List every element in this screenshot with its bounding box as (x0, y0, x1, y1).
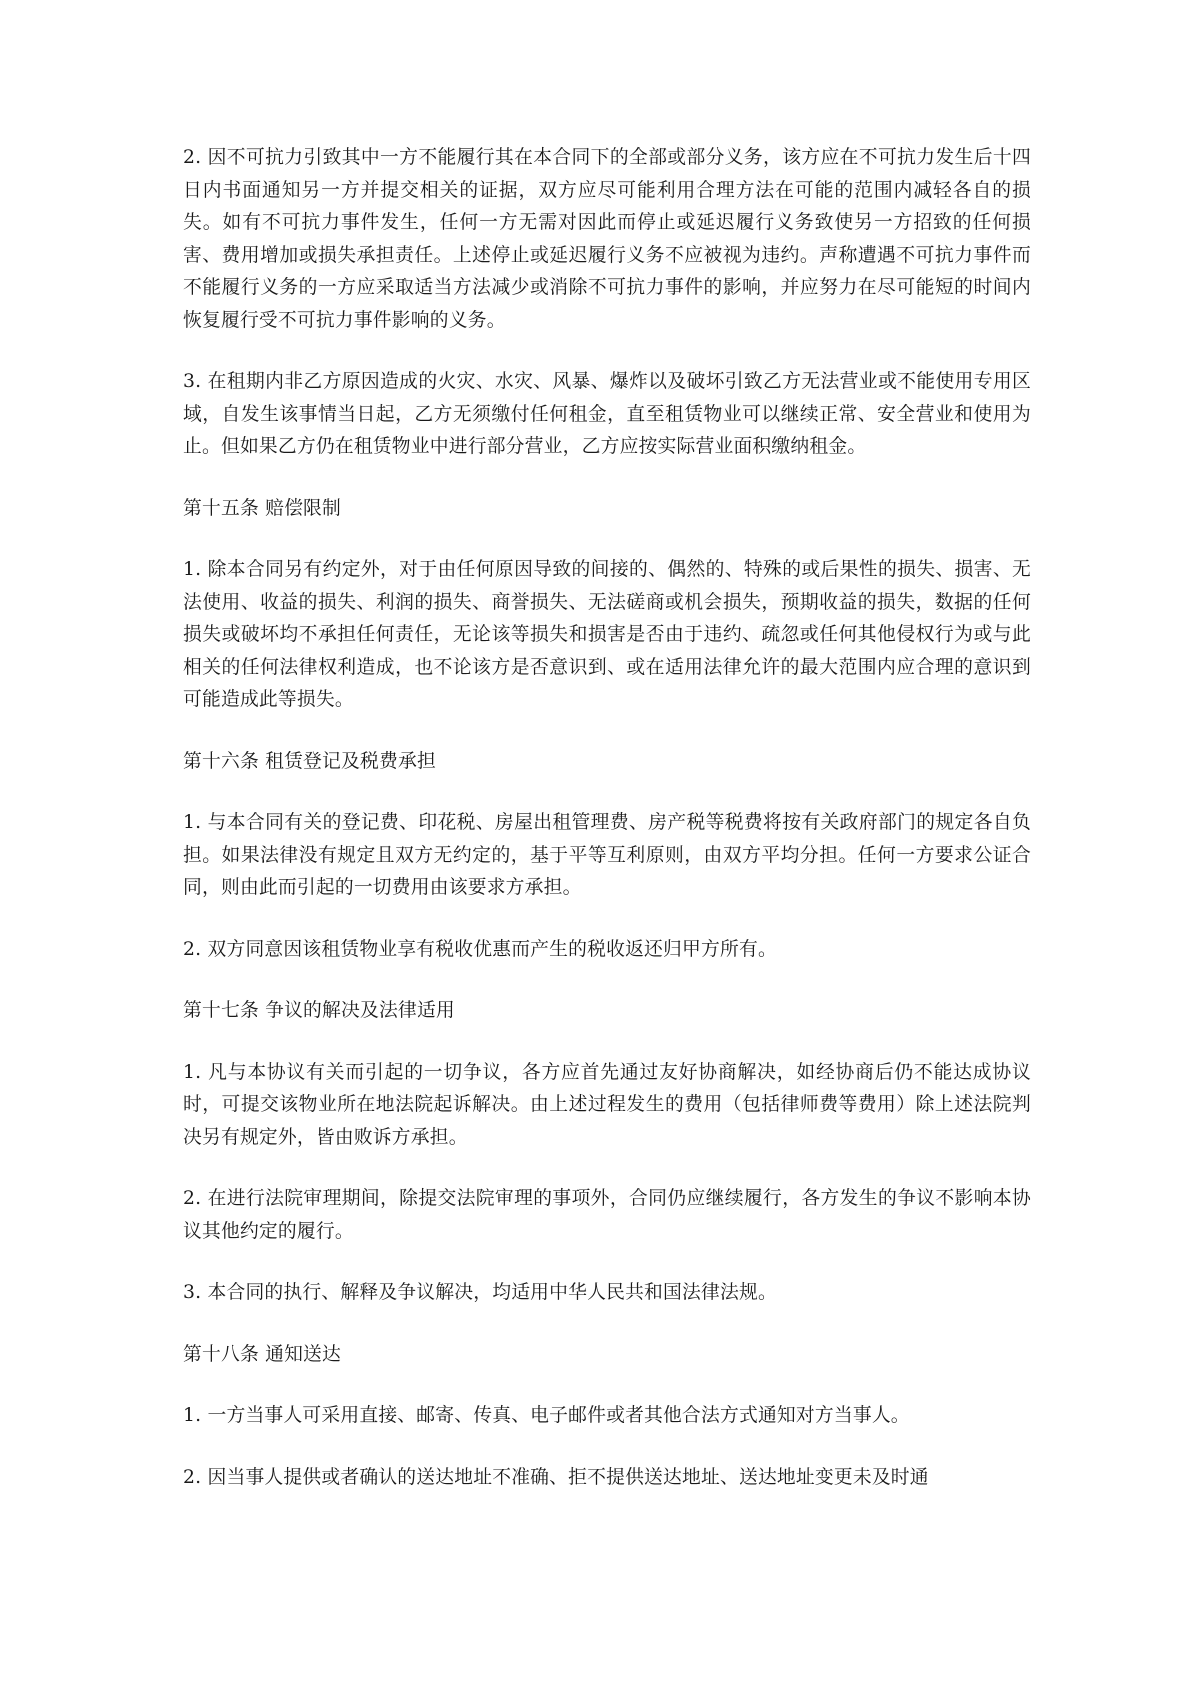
clause-paragraph: 1. 凡与本协议有关而引起的一切争议，各方应首先通过友好协商解决，如经协商后仍不能达成协议时，可提交该物业所在地法院起诉解决。由上述过程发生的费用（包括律师费等费用）除上述法院判决另有规定外，皆由败诉方承担。 (183, 1061, 1031, 1148)
clause-paragraph: 2. 因不可抗力引致其中一方不能履行其在本合同下的全部或部分义务，该方应在不可抗力发生后十四日内书面通知另一方并提交相关的证据，双方应尽可能利用合理方法在可能的范围内减轻各自的损失。如有不可抗力事件发生，任何一方无需对因此而停止或延迟履行义务致使另一方招致的任何损害、费用增加或损失承担责任。上述停止或延迟履行义务不应被视为违约。声称遭遇不可抗力事件而不能履行义务的一方应采取适当方法减少或消除不可抗力事件的影响，并应努力在尽可能短的时间内恢复履行受不可抗力事件影响的义务。 (183, 147, 1031, 331)
clause-paragraph: 1. 一方当事人可采用直接、邮寄、传真、电子邮件或者其他合法方式通知对方当事人。 (183, 1405, 910, 1426)
article-heading: 第十六条 租赁登记及税费承担 (183, 750, 436, 772)
article-heading: 第十八条 通知送达 (183, 1343, 342, 1365)
clause-paragraph: 2. 因当事人提供或者确认的送达地址不准确、拒不提供送达地址、送达地址变更未及时通 (183, 1466, 929, 1488)
article-heading: 第十五条 赔偿限制 (183, 497, 342, 519)
clause-paragraph: 1. 与本合同有关的登记费、印花税、房屋出租管理费、房产税等税费将按有关政府部门的规定各自负担。如果法律没有规定且双方无约定的，基于平等互利原则，由双方平均分担。任何一方要求公证合同，则由此而引起的一切费用由该要求方承担。 (183, 812, 1031, 898)
clause-paragraph: 3. 本合同的执行、解释及争议解决，均适用中华人民共和国法律法规。 (183, 1282, 777, 1303)
clause-paragraph: 3. 在租期内非乙方原因造成的火灾、水灾、风暴、爆炸以及破坏引致乙方无法营业或不能使用专用区域，自发生该事情当日起，乙方无须缴付任何租金，直至租赁物业可以继续正常、安全营业和使用为止。但如果乙方仍在租赁物业中进行部分营业，乙方应按实际营业面积缴纳租金。 (183, 371, 1031, 457)
clause-paragraph: 1. 除本合同另有约定外，对于由任何原因导致的间接的、偶然的、特殊的或后果性的损失、损害、无法使用、收益的损失、利润的损失、商誉损失、无法磋商或机会损失，预期收益的损失，数据的任何损失或破坏均不承担任何责任，无论该等损失和损害是否由于违约、疏忽或任何其他侵权行为或与此相关的任何法律权利造成，也不论该方是否意识到、或在适用法律允许的最大范围内应合理的意识到可能造成此等损失。 (183, 559, 1031, 710)
article-heading: 第十七条 争议的解决及法律适用 (183, 1000, 455, 1021)
document-body (183, 142, 1031, 1494)
clause-paragraph: 2. 双方同意因该租赁物业享有税收优惠而产生的税收返还归甲方所有。 (183, 938, 777, 960)
clause-paragraph: 2. 在进行法院审理期间，除提交法院审理的事项外，合同仍应继续履行，各方发生的争议不影响本协议其他约定的履行。 (183, 1188, 1031, 1242)
